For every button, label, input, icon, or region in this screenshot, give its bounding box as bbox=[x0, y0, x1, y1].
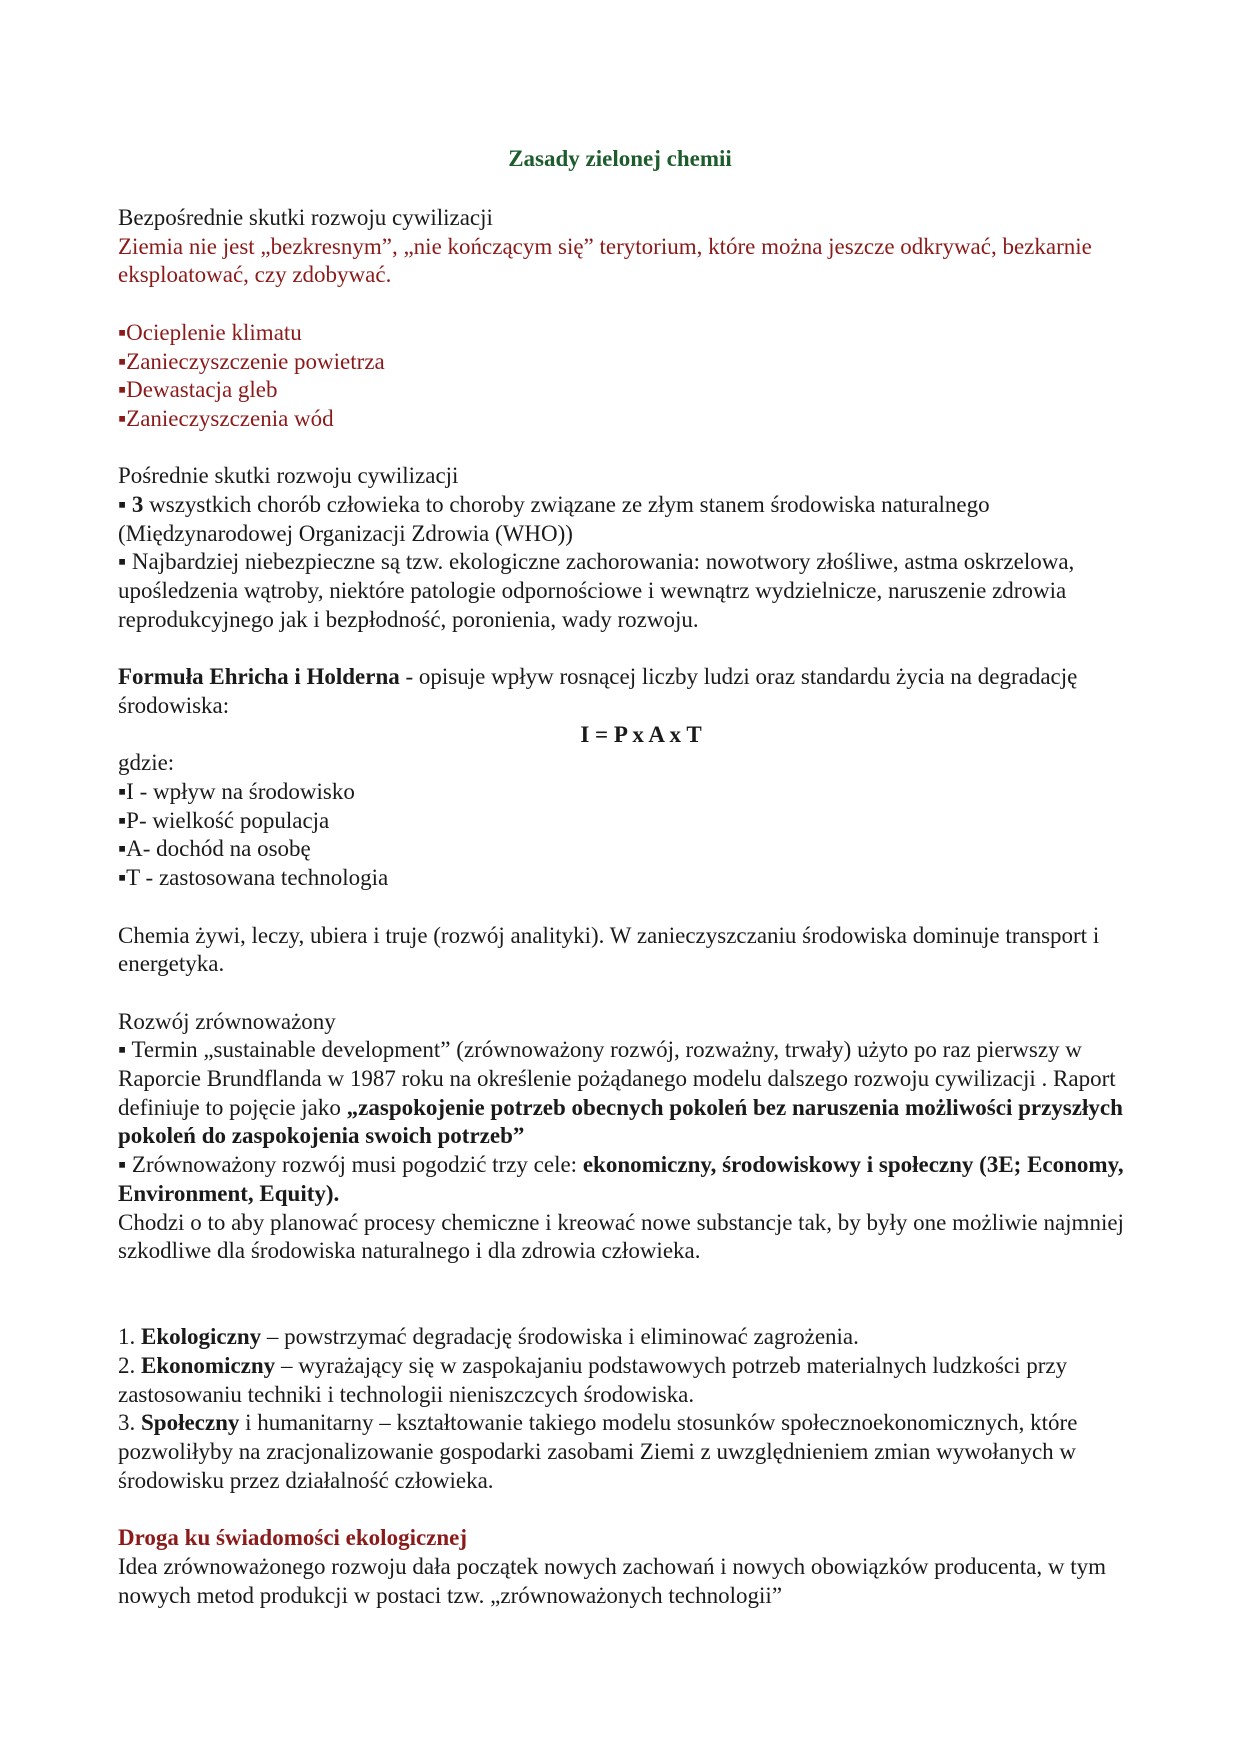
paragraph bbox=[118, 1151, 1128, 1208]
paragraph-text: - opisuje wpływ rosnącej liczby ludzi oraz standardu życia na degradację środowiska: bbox=[118, 664, 1078, 718]
goals-list bbox=[118, 1323, 1128, 1495]
document-body bbox=[118, 204, 1128, 1610]
paragraph-text: ▪ Zrównoważony rozwój musi pogodzić trzy cele: bbox=[118, 1152, 583, 1178]
goal-item bbox=[118, 1409, 1128, 1495]
paragraph bbox=[118, 491, 1128, 548]
paragraph: Chodzi o to aby planować procesy chemiczne i kreować nowe substancje tak, by były one możliwie najmniej szkodliwe dla środowiska naturalnego i dla zdrowia człowieka. bbox=[118, 1209, 1124, 1264]
paragraph: Chemia żywi, leczy, ubiera i truje (rozwój analityki). W zanieczyszczaniu środowiska dominuje transport i energetyka. bbox=[118, 922, 1100, 977]
paragraph bbox=[118, 1036, 1128, 1151]
intro-paragraph: Ziemia nie jest „bezkresnym”, „nie kończącym się” terytorium, które można jeszcze odkrywać, bezkarnie eksploatować, czy zdobywać. bbox=[118, 233, 1092, 288]
goal-text: i humanitarny – kształtowanie takiego modelu stosunków społecznoekonomicznych, które pozwoliłyby na zracjonalizowanie gospodarki zasobami Ziemi z uwzględnieniem zmian wywołanych w środowisku przez działalność człowieka. bbox=[118, 1410, 1078, 1493]
goal-name: Społeczny bbox=[141, 1410, 240, 1436]
goal-text: – wyrażający się w zaspokajaniu podstawowych potrzeb materialnych ludzkości przy zastosowaniu techniki i technologii nieniszczcych środowiska. bbox=[118, 1353, 1068, 1407]
list-item: ▪P- wielkość populacja bbox=[118, 807, 330, 833]
where-label: gdzie: bbox=[118, 750, 175, 776]
goal-number: 3. bbox=[118, 1410, 141, 1436]
list-item: ▪Zanieczyszczenia wód bbox=[118, 405, 334, 431]
list-item: ▪Dewastacja gleb bbox=[118, 377, 278, 403]
bold-text: ekonomiczny, środowiskowy i społeczny (3E; Economy, Environment, Equity). bbox=[118, 1152, 1124, 1206]
paragraph-text: wszystkich chorób człowieka to choroby związane ze złym stanem środowiska naturalnego (Międzynarodowej Organizacji Zdrowia (WHO)) bbox=[118, 492, 990, 546]
goal-item bbox=[118, 1323, 1128, 1352]
bold-text: Formuła Ehricha i Holderna bbox=[118, 664, 400, 690]
formula-variables-list bbox=[118, 778, 1128, 893]
bold-text: „zaspokojenie potrzeb obecnych pokoleń bez naruszenia możliwości przyszłych pokoleń do zaspokojenia swoich potrzeb” bbox=[118, 1094, 1123, 1149]
goal-name: Ekonomiczny bbox=[141, 1353, 276, 1379]
section-heading: Bezpośrednie skutki rozwoju cywilizacji bbox=[118, 205, 493, 230]
list-item: ▪I - wpływ na środowisko bbox=[118, 779, 355, 805]
section-title: Droga ku świadomości ekologicznej bbox=[118, 1525, 468, 1551]
formula-paragraph bbox=[118, 663, 1128, 720]
goal-text: – powstrzymać degradację środowiska i eliminować zagrożenia. bbox=[261, 1324, 859, 1350]
goal-name: Ekologiczny bbox=[141, 1324, 262, 1350]
list-item: ▪T - zastosowana technologia bbox=[118, 865, 389, 891]
paragraph-text: ▪ Termin „sustainable development” (zrównoważony rozwój, rozważny, trwały) użyto po raz pierwszy w Raporcie Brundflanda w 1987 roku na określenie pożądanego modelu dalszego rozwoju cywilizacji . Raport definiuje to pojęcie jako bbox=[118, 1037, 1116, 1120]
page-title: Zasady zielonej chemii bbox=[508, 146, 732, 171]
list-item: ▪A- dochód na osobę bbox=[118, 836, 311, 862]
formula: I = P x A x T bbox=[580, 721, 702, 747]
paragraph: ▪ Najbardziej niebezpieczne są tzw. ekologiczne zachorowania: nowotwory złośliwe, astma oskrzelowa, upośledzenia wątroby, niektóre patologie odpornościowe i wewnątrz wydzielnicze, naruszenie zdrowia reprodukcyjnego jak i bezpłodność, poronienia, wady rozwoju. bbox=[118, 549, 1075, 632]
section-heading: Rozwój zrównoważony bbox=[118, 1008, 336, 1034]
goal-number: 2. bbox=[118, 1353, 141, 1379]
goal-number: 1. bbox=[118, 1324, 141, 1350]
list-item: ▪Zanieczyszczenie powietrza bbox=[118, 348, 385, 374]
effects-list bbox=[118, 319, 1128, 434]
bold-text: 3 bbox=[126, 492, 150, 517]
bullet: ▪ bbox=[118, 492, 127, 517]
paragraph: Idea zrównoważonego rozwoju dała początek nowych zachowań i nowych obowiązków producenta, w tym nowych metod produkcji w postaci tzw. „zrównoważonych technologii” bbox=[118, 1553, 1107, 1608]
section-heading: Pośrednie skutki rozwoju cywilizacji bbox=[118, 463, 459, 489]
list-item: ▪Ocieplenie klimatu bbox=[118, 319, 302, 345]
goal-item bbox=[118, 1352, 1128, 1409]
